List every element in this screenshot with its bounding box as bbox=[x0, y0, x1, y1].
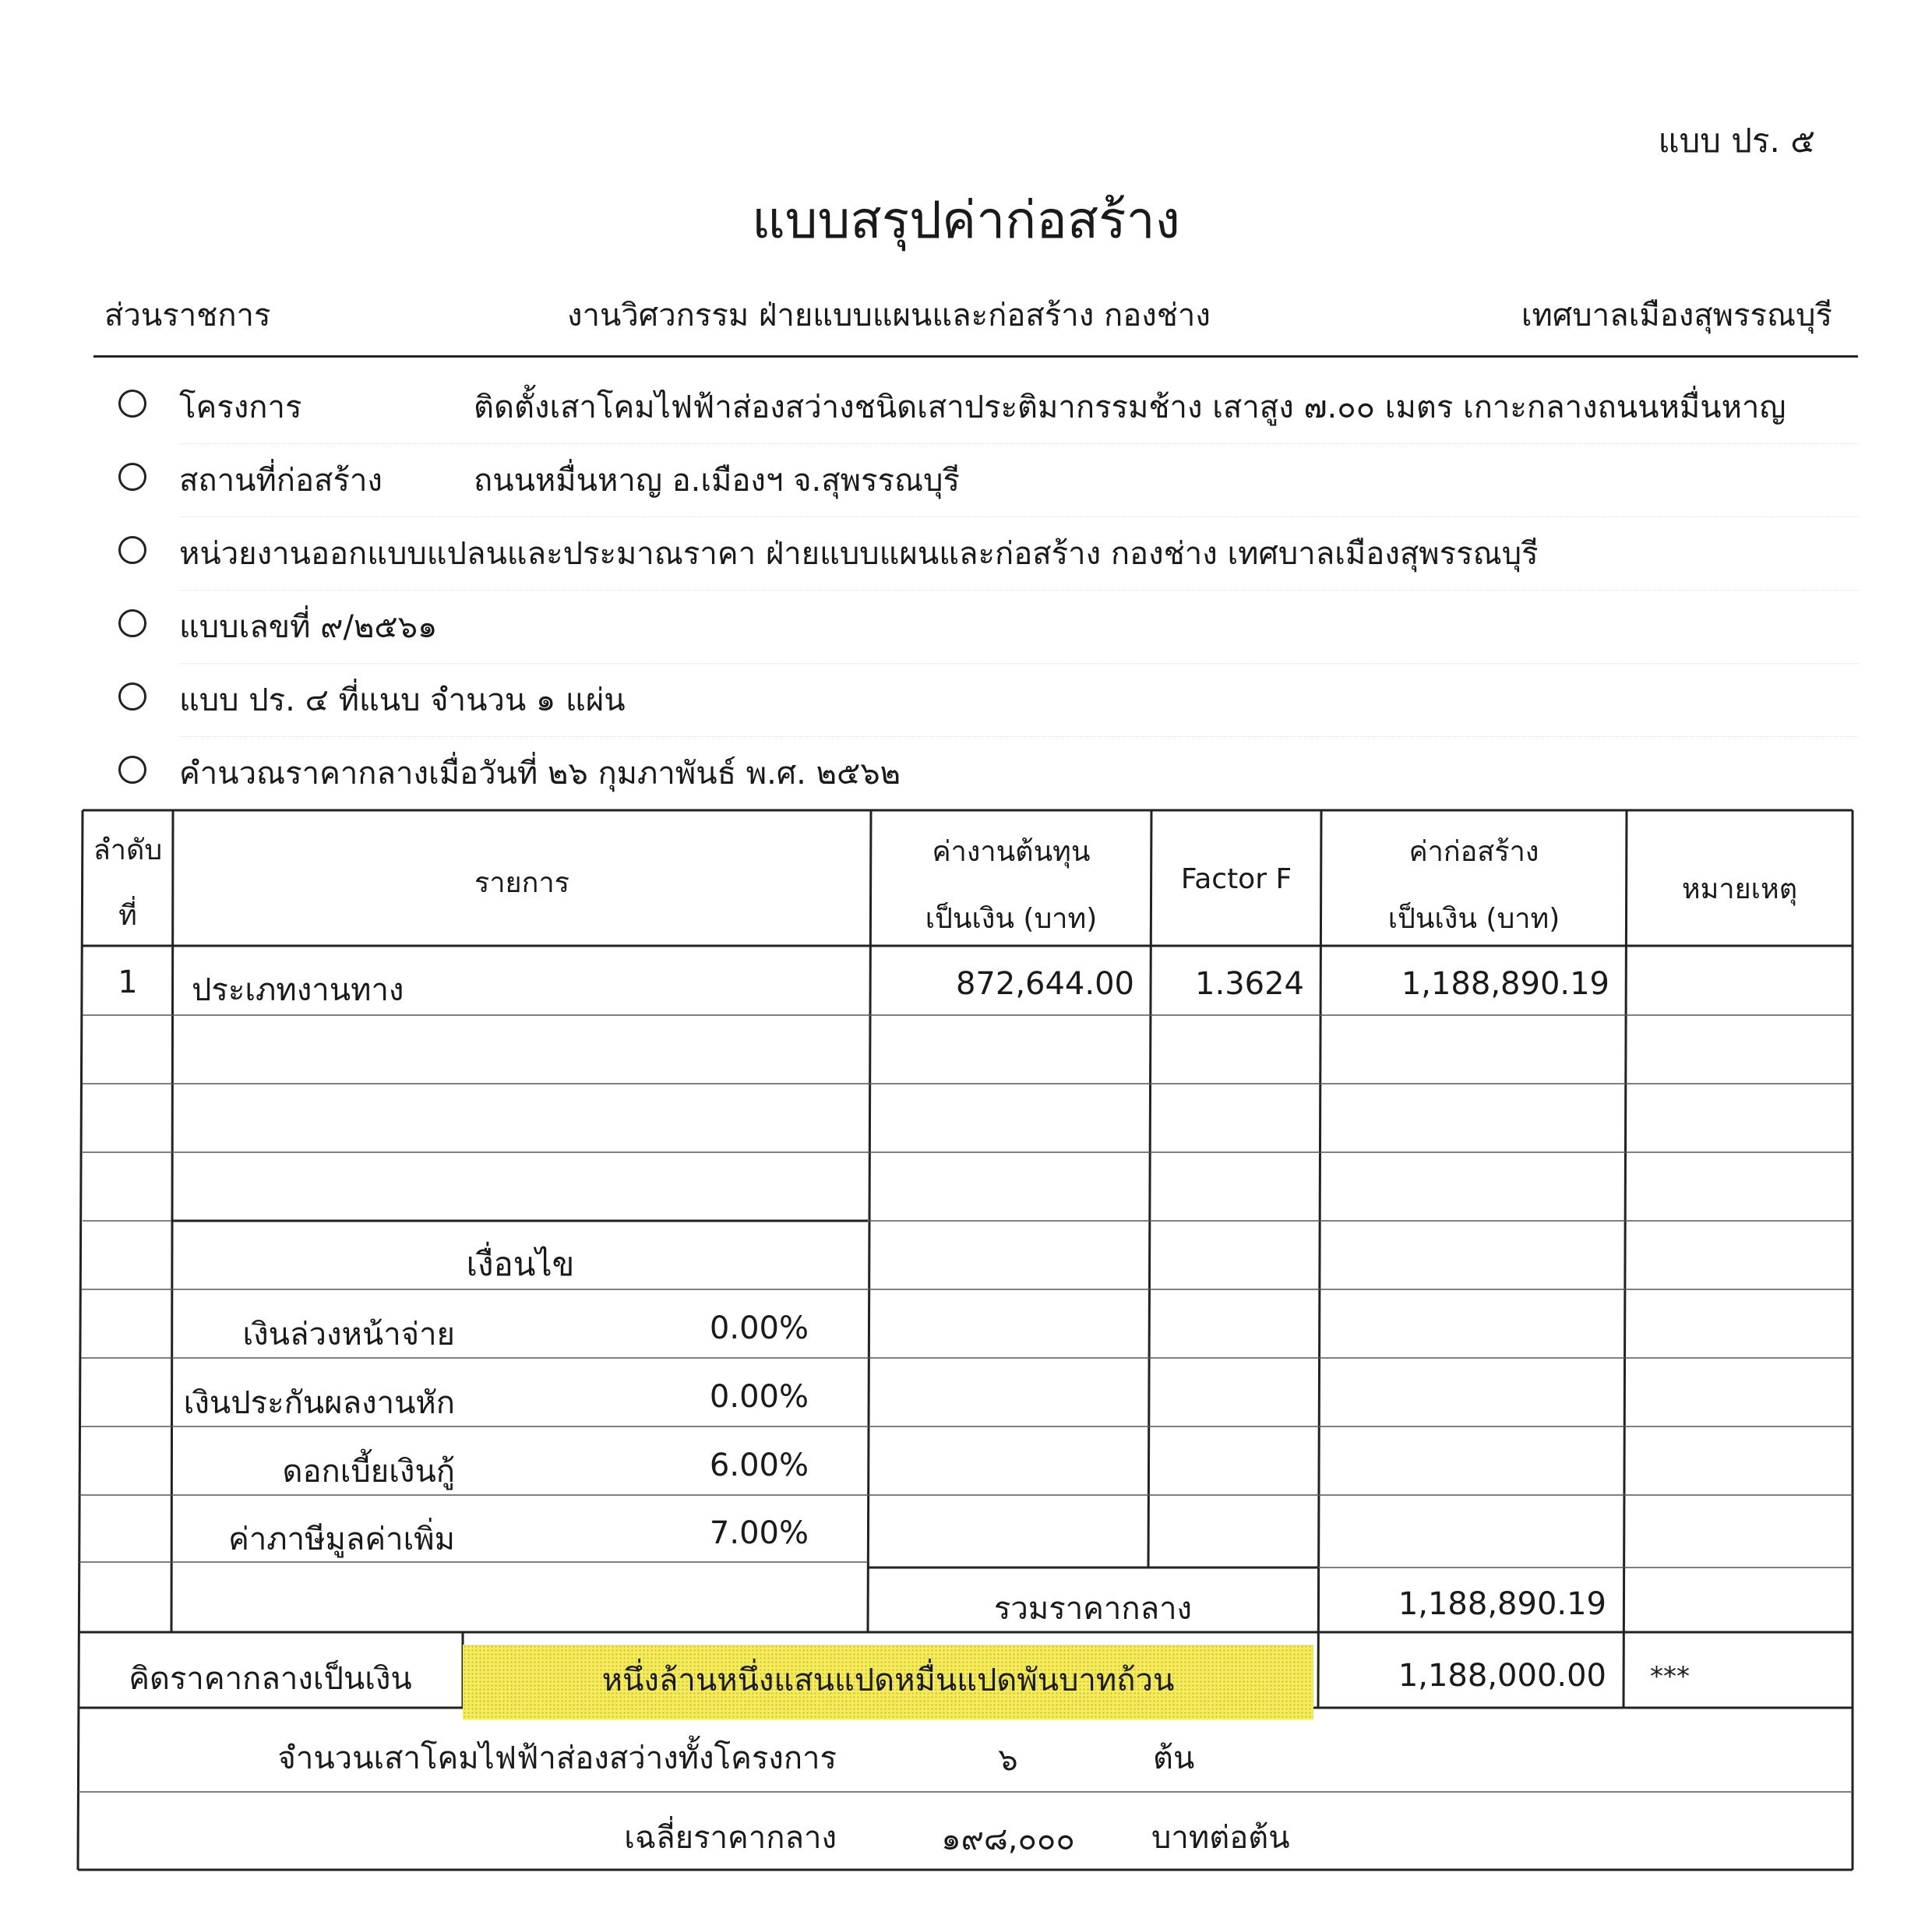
info-label: แบบเลขที่ ๙/๒๕๖๑ bbox=[179, 609, 438, 645]
info-value: ถนนหมื่นหาญ อ.เมืองฯ จ.สุพรรณบุรี bbox=[474, 463, 961, 499]
col-header-item: รายการ bbox=[474, 867, 569, 899]
col-header-no-line1: ลำดับ bbox=[93, 834, 163, 866]
col-header-remark: หมายเหตุ bbox=[1681, 873, 1798, 905]
row-1-factor: 1.3624 bbox=[1195, 966, 1304, 1002]
condition-value: 0.00% bbox=[709, 1379, 809, 1415]
col-header-total-line2: เป็นเงิน (บาท) bbox=[1387, 903, 1560, 935]
col-header-cost-line2: เป็นเงิน (บาท) bbox=[925, 903, 1098, 935]
info-label: หน่วยงานออกแบบแปลนและประมาณราคา ฝ่ายแบบแผนและก่อสร้าง กองช่าง เทศบาลเมืองสุพรรณบุรี bbox=[179, 536, 1539, 572]
condition-label: เงินล่วงหน้าจ่าย bbox=[242, 1317, 455, 1352]
info-label: คำนวณราคากลางเมื่อวันที่ ๒๖ กุมภาพันธ์ พ.ศ. ๒๕๖๒ bbox=[179, 756, 901, 792]
sum-value: 1,188,890.19 bbox=[1398, 1586, 1606, 1622]
avg-value: ๑๙๘,๐๐๐ bbox=[941, 1821, 1075, 1857]
price-value: 1,188,000.00 bbox=[1398, 1658, 1606, 1694]
condition-value: 7.00% bbox=[709, 1515, 809, 1551]
info-label: สถานที่ก่อสร้าง bbox=[179, 463, 383, 499]
municipality-name: เทศบาลเมืองสุพรรณบุรี bbox=[1521, 298, 1832, 333]
condition-value: 6.00% bbox=[709, 1448, 809, 1483]
col-header-factor: Factor F bbox=[1180, 863, 1292, 895]
sum-label: รวมราคากลาง bbox=[993, 1591, 1193, 1627]
row-1-total: 1,188,890.19 bbox=[1401, 966, 1609, 1002]
poles-label: จำนวนเสาโคมไฟฟ้าส่องสว่างทั้งโครงการ bbox=[277, 1740, 837, 1776]
info-value: ติดตั้งเสาโคมไฟฟ้าส่องสว่างชนิดเสาประติมากรรมช้าง เสาสูง ๗.๐๐ เมตร เกาะกลางถนนหมื่นหาญ bbox=[474, 390, 1786, 425]
price-text: หนึ่งล้านหนึ่งแสนแปดหมื่นแปดพันบาทถ้วน bbox=[601, 1663, 1175, 1698]
avg-unit: บาทต่อต้น bbox=[1151, 1820, 1290, 1856]
division-name: งานวิศวกรรม ฝ่ายแบบแผนและก่อสร้าง กองช่าง bbox=[567, 298, 1211, 333]
row-1-no: 1 bbox=[118, 964, 138, 1000]
poles-count: ๖ bbox=[998, 1742, 1018, 1778]
row-1-cost: 872,644.00 bbox=[955, 966, 1134, 1002]
conditions-title: เงื่อนไข bbox=[466, 1245, 575, 1283]
agency-label: ส่วนราชการ bbox=[104, 298, 271, 333]
condition-label: ดอกเบี้ยเงินกู้ bbox=[282, 1454, 455, 1490]
price-text-label: คิดราคากลางเป็นเงิน bbox=[129, 1661, 412, 1697]
info-label: แบบ ปร. ๔ ที่แนบ จำนวน ๑ แผ่น bbox=[179, 682, 626, 718]
condition-label: ค่าภาษีมูลค่าเพิ่ม bbox=[228, 1522, 455, 1557]
poles-unit: ต้น bbox=[1153, 1740, 1195, 1776]
col-header-no-line2: ที่ bbox=[118, 900, 137, 932]
col-header-total-line1: ค่าก่อสร้าง bbox=[1408, 836, 1539, 868]
document-title: แบบสรุปค่าก่อสร้าง bbox=[752, 190, 1180, 250]
form-code: แบบ ปร. ๕ bbox=[1658, 122, 1815, 160]
price-remark: *** bbox=[1650, 1661, 1690, 1692]
avg-label: เฉลี่ยราคากลาง bbox=[624, 1820, 837, 1856]
condition-label: เงินประกันผลงานหัก bbox=[183, 1385, 455, 1421]
row-1-item: ประเภทงานทาง bbox=[192, 972, 404, 1008]
condition-value: 0.00% bbox=[709, 1310, 809, 1346]
col-header-cost-line1: ค่างานต้นทุน bbox=[932, 836, 1091, 868]
info-label: โครงการ bbox=[179, 390, 302, 425]
